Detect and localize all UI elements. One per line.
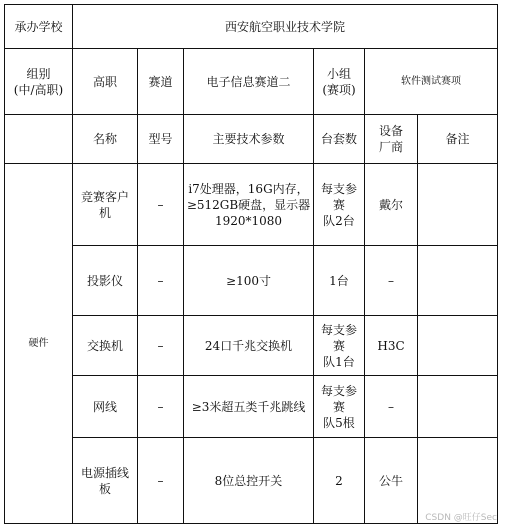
row-qty: 每支参赛 队2台 <box>314 164 365 246</box>
table-row <box>5 376 498 438</box>
header-qty: 台套数 <box>314 115 365 164</box>
row-note <box>418 164 498 246</box>
row-model: – <box>138 376 184 438</box>
row-name: 电源插线 板 <box>73 438 138 524</box>
group-value: 高职 <box>73 49 138 115</box>
row-params: 24口千兆交换机 <box>184 316 314 376</box>
row-model: – <box>138 164 184 246</box>
table-row <box>5 438 498 524</box>
header-note: 备注 <box>418 115 498 164</box>
row-qty: 每支参赛 队1台 <box>314 316 365 376</box>
table-row <box>5 164 498 246</box>
row-params: ≥3米超五类千兆跳线 <box>184 376 314 438</box>
equipment-table <box>4 4 498 524</box>
row-params: i7处理器，16G内存， ≥512GB硬盘，显示器 1920*1080 <box>184 164 314 246</box>
row-qty: 1台 <box>314 246 365 316</box>
row-qty: 2 <box>314 438 365 524</box>
header-row <box>5 115 498 164</box>
row-qty: 每支参赛 队5根 <box>314 376 365 438</box>
header-model: 型号 <box>138 115 184 164</box>
row-note <box>418 316 498 376</box>
school-row <box>5 5 498 49</box>
row-params: 8位总控开关 <box>184 438 314 524</box>
sub-value: 软件测试赛项 <box>365 49 498 115</box>
table-row <box>5 316 498 376</box>
row-name: 投影仪 <box>73 246 138 316</box>
row-maker: 公牛 <box>365 438 418 524</box>
row-note <box>418 246 498 316</box>
track-label: 赛道 <box>138 49 184 115</box>
row-model: – <box>138 246 184 316</box>
row-model: – <box>138 438 184 524</box>
header-name: 名称 <box>73 115 138 164</box>
row-maker: – <box>365 246 418 316</box>
row-maker: 戴尔 <box>365 164 418 246</box>
header-maker: 设备 厂商 <box>365 115 418 164</box>
group-row <box>5 49 498 115</box>
school-value: 西安航空职业技术学院 <box>73 5 498 49</box>
watermark: CSDN @旺仔Sec <box>425 513 497 523</box>
category-cell: 硬件 <box>5 164 73 524</box>
header-blank <box>5 115 73 164</box>
school-label: 承办学校 <box>5 5 73 49</box>
sub-label: 小组 (赛项) <box>314 49 365 115</box>
row-model: – <box>138 316 184 376</box>
track-value: 电子信息赛道二 <box>184 49 314 115</box>
header-params: 主要技术参数 <box>184 115 314 164</box>
row-maker: – <box>365 376 418 438</box>
row-name: 竞赛客户 机 <box>73 164 138 246</box>
table-row <box>5 246 498 316</box>
row-name: 网线 <box>73 376 138 438</box>
row-note <box>418 376 498 438</box>
group-label: 组别 (中/高职) <box>5 49 73 115</box>
row-params: ≥100寸 <box>184 246 314 316</box>
row-name: 交换机 <box>73 316 138 376</box>
row-maker: H3C <box>365 316 418 376</box>
